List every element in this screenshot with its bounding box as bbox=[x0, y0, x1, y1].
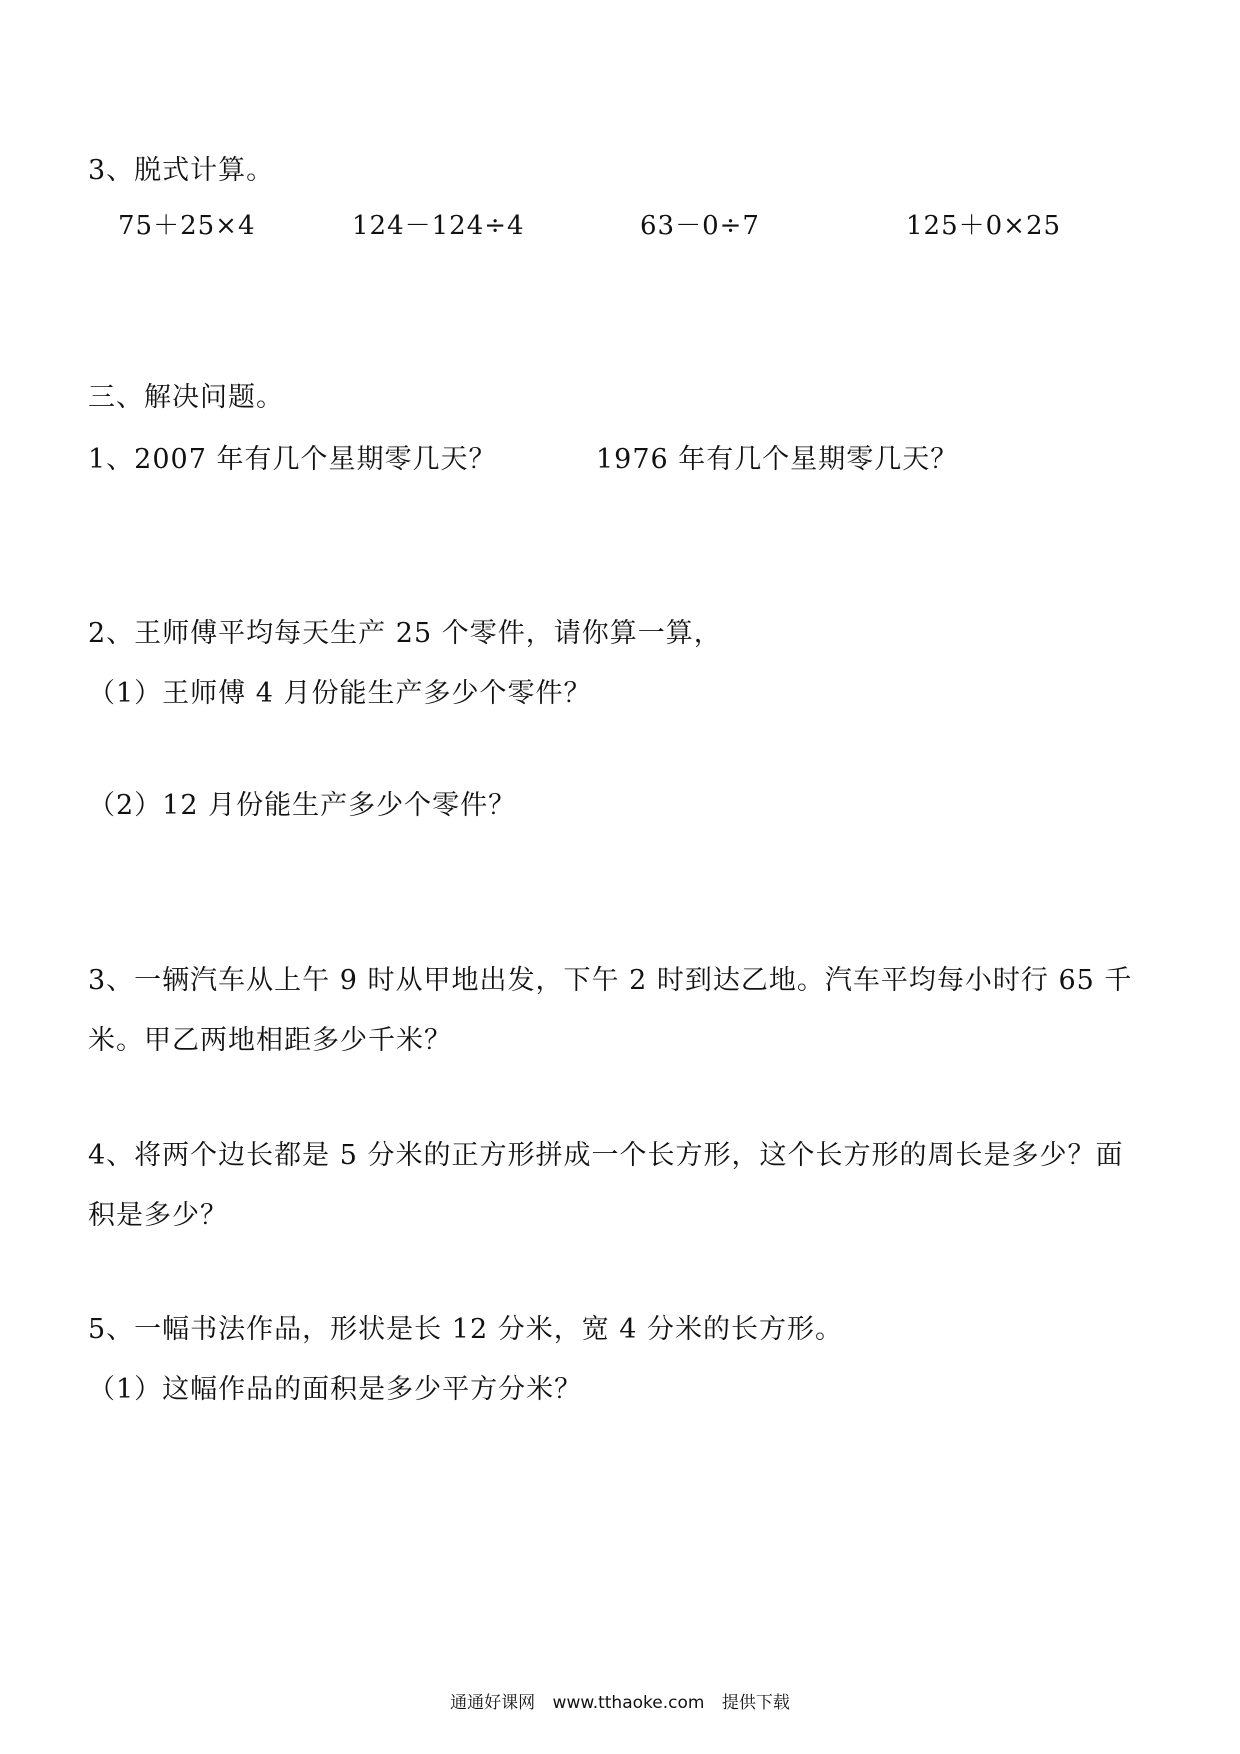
footer-note: 提供下载 bbox=[721, 1693, 790, 1713]
expression-2: 124－124÷4 bbox=[352, 211, 525, 241]
question-5-sub1: （1）这幅作品的面积是多少平方分米？ bbox=[88, 1374, 583, 1405]
question-3-line2: 米。甲乙两地相距多少千米？ bbox=[88, 1025, 452, 1056]
expression-3: 63－0÷7 bbox=[640, 211, 760, 241]
footer-url[interactable]: www.tthaoke.com bbox=[552, 1693, 705, 1713]
question-2-sub1: （1）王师傅 4 月份能生产多少个零件？ bbox=[88, 678, 592, 709]
page-footer bbox=[0, 1691, 1240, 1715]
question-4-line1: 4、将两个边长都是 5 分米的正方形拼成一个长方形，这个长方形的周长是多少？面 bbox=[88, 1140, 1124, 1171]
question-1b: 1976 年有几个星期零几天？ bbox=[596, 444, 959, 475]
question-4-line2: 积是多少？ bbox=[88, 1200, 228, 1231]
question-1a: 1、2007 年有几个星期零几天？ bbox=[88, 444, 497, 475]
question-5-stem: 5、一幅书法作品，形状是长 12 分米，宽 4 分米的长方形。 bbox=[88, 1314, 844, 1345]
problems-heading: 三、解决问题。 bbox=[88, 382, 284, 413]
question-2-sub2: （2）12 月份能生产多少个零件？ bbox=[88, 790, 517, 821]
footer-site-name: 通通好课网 bbox=[450, 1693, 536, 1713]
expression-4: 125＋0×25 bbox=[906, 211, 1062, 241]
expression-1: 75＋25×4 bbox=[118, 211, 256, 241]
question-2-stem: 2、王师傅平均每天生产 25 个零件，请你算一算， bbox=[88, 618, 722, 649]
question-3-line1: 3、一辆汽车从上午 9 时从甲地出发，下午 2 时到达乙地。汽车平均每小时行 65 千 bbox=[88, 965, 1133, 996]
calc-heading: 3、脱式计算。 bbox=[88, 155, 275, 186]
